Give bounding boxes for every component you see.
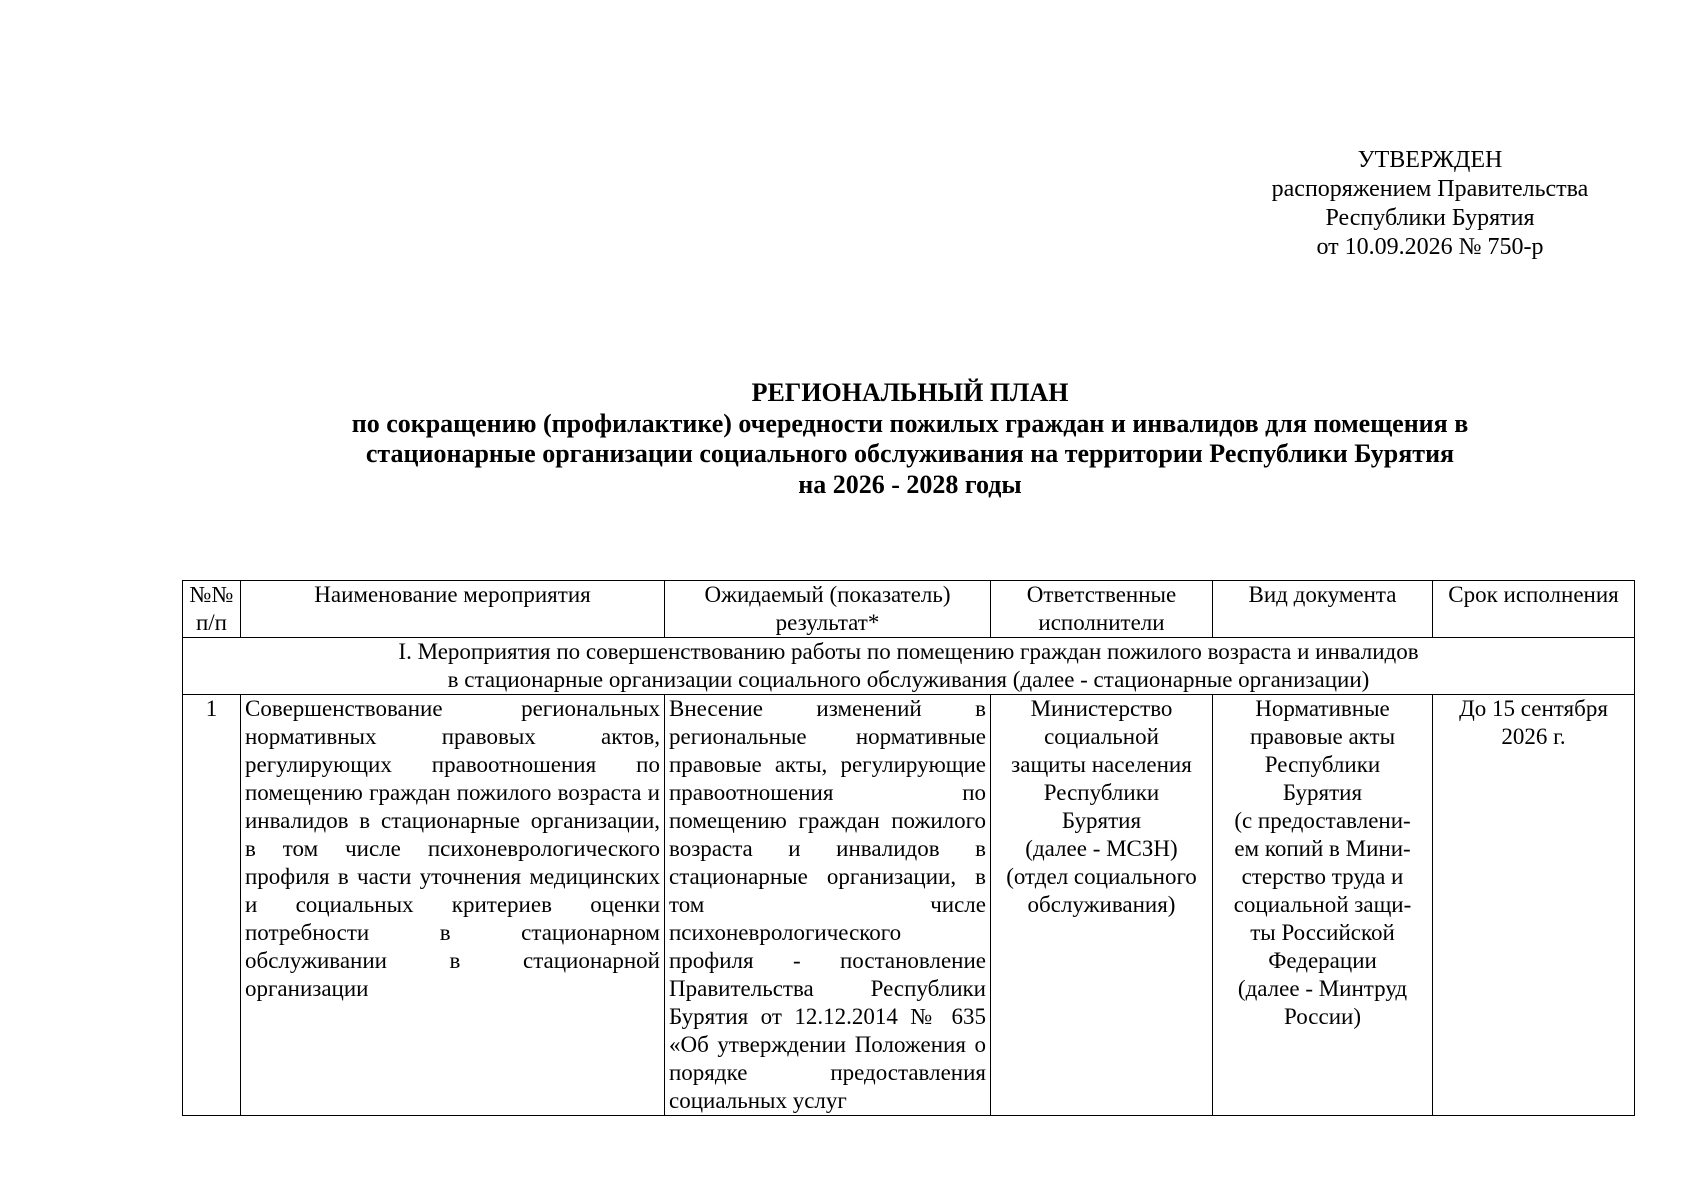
header-expected-result: Ожидаемый (показатель) результат*	[665, 581, 991, 638]
header-activity-name: Наименование мероприятия	[241, 581, 665, 638]
title-line: стационарные организации социального обслуживания на территории Республики Бурятия	[365, 439, 1455, 468]
row-deadline: До 15 сентября 2026 г.	[1433, 695, 1635, 1116]
approval-stamp	[1260, 146, 1600, 262]
approval-line: от 10.09.2026 № 750-р	[1316, 234, 1544, 260]
row-number: 1	[183, 695, 241, 1116]
table-row	[183, 695, 1635, 1116]
title-line: по сокращению (профилактике) очередности пожилых граждан и инвалидов для помещения в	[351, 408, 1469, 438]
header-deadline: Срок исполнения	[1433, 581, 1635, 638]
plan-table	[182, 580, 1635, 1116]
approval-line: Республики Бурятия	[1325, 205, 1535, 231]
section-row	[183, 638, 1635, 695]
header-responsible: Ответственные исполнители	[991, 581, 1213, 638]
title-line: РЕГИОНАЛЬНЫЙ ПЛАН	[751, 378, 1069, 407]
section-title: I. Мероприятия по совершенствованию работы по помещению граждан пожилого возраста и инвалидов в стационарные организации социального обслуживания (далее - стационарные организации)	[183, 638, 1635, 695]
row-expected-result: Внесение изменений в региональные нормативные правовые акты, регулирующие правоотношения по помещению граждан пожилого возраста и инвалидов в стационарные организации, в том числе психоневрологического профиля - постановление Правительства Республики Бурятия от 12.12.2014 № 635 «Об утверждении Положения о порядке предоставления социальных услуг	[665, 695, 991, 1116]
document-title	[180, 378, 1640, 500]
table-header-row	[183, 581, 1635, 638]
row-responsible: Министерство социальной защиты населения Республики Бурятия (далее - МСЗН) (отдел социального обслуживания)	[991, 695, 1213, 1116]
row-activity-name: Совершенствование региональных нормативных правовых актов, регулирующих правоотношения по помещению граждан пожилого возраста и инвалидов в стационарные организации, в том числе психоневрологического профиля в части уточнения медицинских и социальных критериев оценки потребности в стационарном обслуживании в стационарной организации	[241, 695, 665, 1116]
approval-line: распоряжением Правительства	[1271, 176, 1589, 202]
header-document-type: Вид документа	[1213, 581, 1433, 638]
approval-line: УТВЕРЖДЕН	[1357, 147, 1503, 173]
row-document-type: Нормативные правовые акты Республики Бурятия (с предоставлени- ем копий в Мини- стерство труда и социальной защи- ты Российской Федерации (далее - Минтруд России)	[1213, 695, 1433, 1116]
header-number: №№ п/п	[183, 581, 241, 638]
title-line: на 2026 - 2028 годы	[798, 469, 1022, 499]
